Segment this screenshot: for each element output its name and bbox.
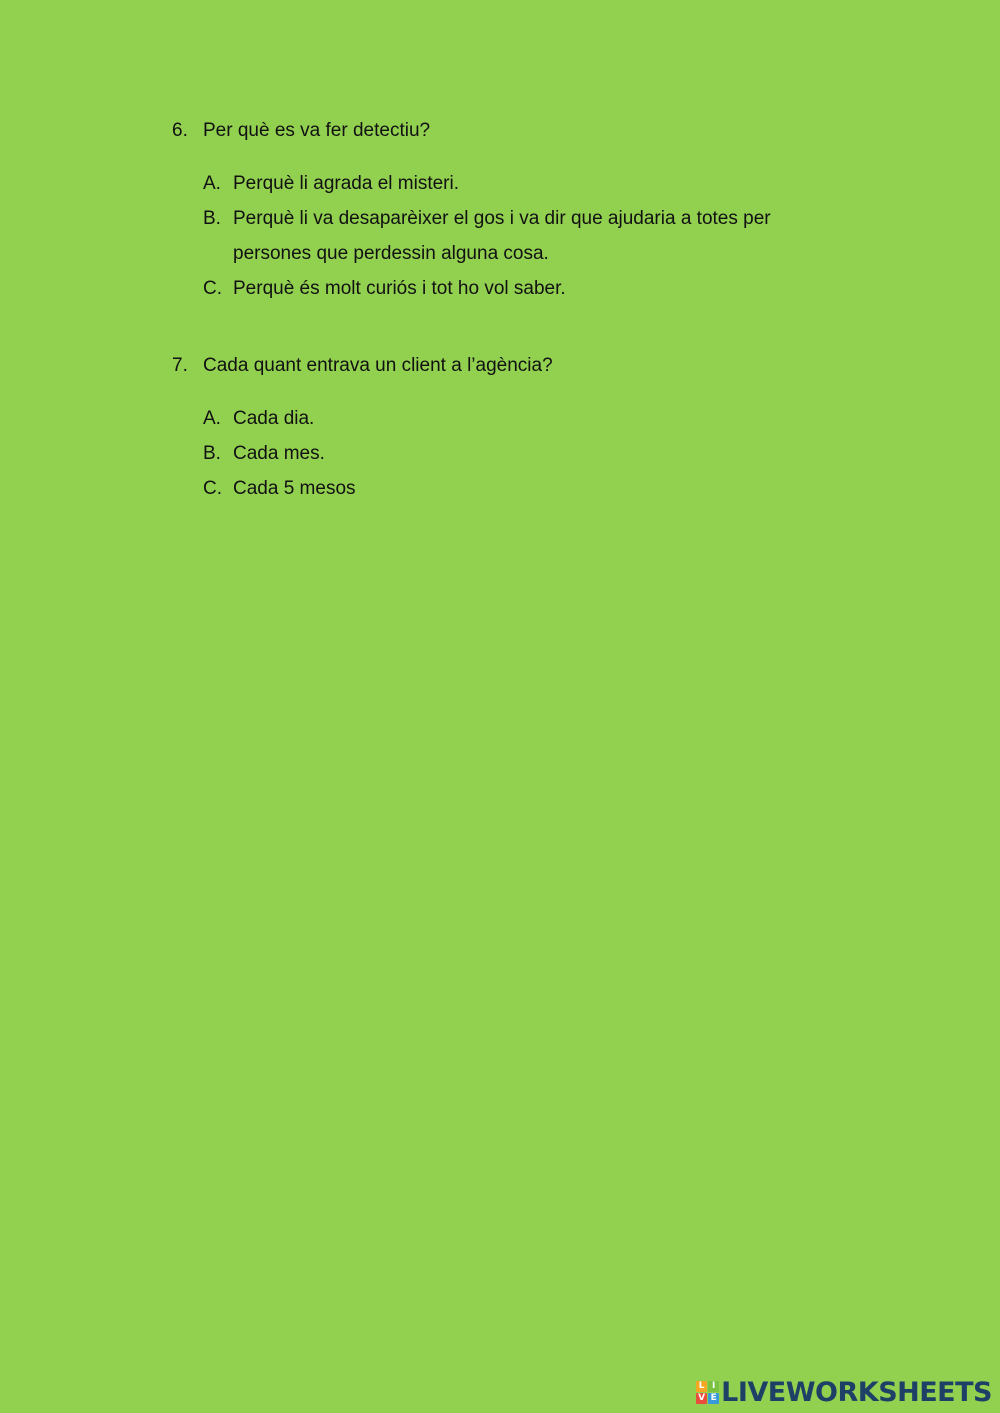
question-number: 7. xyxy=(172,355,188,376)
question-6-prompt xyxy=(172,118,832,144)
option-letter: A. xyxy=(203,173,221,194)
option-letter: C. xyxy=(203,278,222,299)
logo-block-i: I xyxy=(708,1381,719,1392)
option-letter: A. xyxy=(203,408,221,429)
option-text: Perquè li agrada el misteri. xyxy=(233,173,459,194)
logo-blocks-icon xyxy=(696,1381,719,1404)
question-6 xyxy=(172,118,832,306)
option-a[interactable] xyxy=(203,166,832,201)
liveworksheets-logo xyxy=(696,1377,992,1407)
options-list xyxy=(203,401,832,506)
question-text: Per què es va fer detectiu? xyxy=(203,120,431,141)
option-a[interactable] xyxy=(203,401,832,436)
option-text: Cada dia. xyxy=(233,408,315,429)
logo-block-l: L xyxy=(696,1381,707,1392)
logo-block-v: V xyxy=(696,1393,707,1404)
question-7 xyxy=(172,353,832,506)
option-letter: B. xyxy=(203,443,221,464)
option-b[interactable] xyxy=(203,201,832,271)
option-c[interactable] xyxy=(203,271,832,306)
question-text: Cada quant entrava un client a l’agència? xyxy=(203,355,553,376)
option-c[interactable] xyxy=(203,471,832,506)
option-letter: C. xyxy=(203,478,222,499)
options-list xyxy=(203,166,832,306)
option-letter: B. xyxy=(203,208,221,229)
logo-block-e: E xyxy=(708,1393,719,1404)
option-text: Perquè és molt curiós i tot ho vol saber. xyxy=(233,278,566,299)
option-text: Cada mes. xyxy=(233,443,325,464)
logo-text: LIVEWORKSHEETS xyxy=(721,1376,992,1408)
question-number: 6. xyxy=(172,120,188,141)
option-text: Cada 5 mesos xyxy=(233,478,356,499)
option-text: Perquè li va desaparèixer el gos i va dir que ajudaria a totes per persones que perdessin alguna cosa. xyxy=(233,208,771,264)
option-b[interactable] xyxy=(203,436,832,471)
question-7-prompt xyxy=(172,353,832,379)
